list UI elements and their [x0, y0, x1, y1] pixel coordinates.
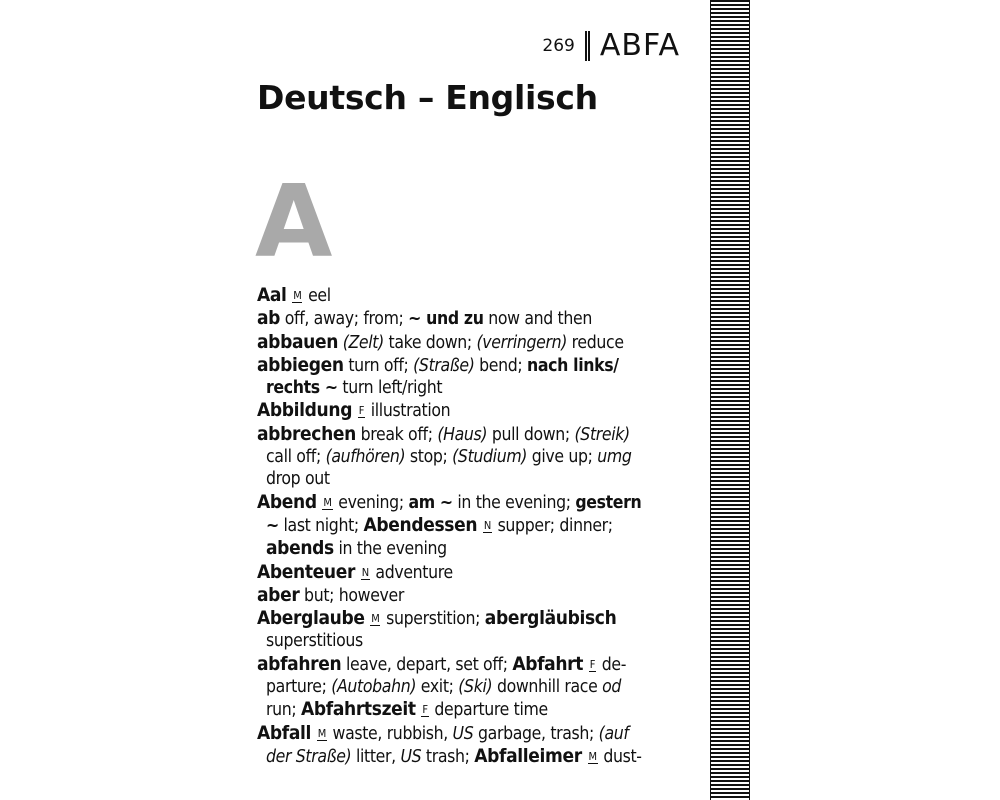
translation: superstition;	[381, 609, 485, 630]
entry-line	[257, 468, 685, 490]
gender-marker: F	[358, 404, 365, 418]
headword: Abfahrt	[512, 652, 584, 675]
phrase: ~ und zu	[408, 309, 484, 330]
translation: supper; dinner;	[492, 515, 613, 536]
translation: exit;	[416, 677, 459, 698]
translation: give up;	[527, 447, 598, 468]
translation: take down;	[383, 332, 477, 353]
headword: abbrechen	[257, 422, 356, 445]
translation: stop;	[405, 447, 453, 468]
context-note: (Ski)	[458, 677, 493, 698]
translation: eel	[303, 286, 331, 306]
entry-line	[257, 698, 685, 721]
gender-marker: M	[317, 726, 326, 740]
translation: bend;	[474, 355, 528, 376]
phrase: ~	[266, 515, 279, 536]
register-note: od	[602, 677, 622, 698]
headword: aber	[257, 583, 300, 606]
context-note: (Straße)	[413, 355, 475, 376]
translation: now and then	[483, 309, 592, 330]
headword: abergläubisch	[484, 607, 617, 630]
translation: departure time	[429, 700, 548, 721]
context-note: (verringern)	[476, 332, 568, 353]
headword: Aal	[257, 284, 287, 306]
translation: dust-	[598, 746, 642, 767]
entry-line	[257, 377, 685, 399]
entry-line	[257, 561, 685, 584]
page-edge-barcode	[710, 0, 750, 800]
context-note: (Autobahn)	[331, 677, 417, 698]
dictionary-entries	[257, 284, 685, 768]
headword: Abfall	[257, 721, 312, 744]
translation: waste, rubbish,	[327, 723, 453, 744]
entry-line	[257, 307, 685, 330]
entry-line	[257, 584, 685, 607]
gender-marker: F	[589, 657, 596, 671]
translation: in the evening	[333, 539, 447, 560]
entry-line	[257, 676, 685, 698]
translation: pull down;	[487, 424, 575, 445]
translation: reduce	[567, 332, 624, 353]
phrase: gestern	[575, 492, 642, 513]
guide-word: ABFA	[599, 28, 680, 63]
entry-line	[257, 423, 685, 446]
translation: de-	[597, 654, 627, 675]
entry-line	[257, 284, 685, 307]
entry-line	[257, 446, 685, 468]
context-note: (Haus)	[437, 424, 488, 445]
running-header	[542, 28, 680, 63]
entry-line	[257, 399, 685, 422]
headword: Abend	[257, 490, 317, 513]
headword: ab	[257, 307, 281, 330]
translation: trash;	[421, 746, 475, 767]
context-note: (aufhören)	[325, 447, 406, 468]
phrase: am ~	[408, 492, 453, 513]
translation: run;	[266, 700, 301, 721]
translation: downhill race	[492, 677, 603, 698]
headword: abbiegen	[257, 353, 344, 376]
page-title: Deutsch – Englisch	[257, 78, 598, 117]
header-separator	[585, 31, 590, 61]
gender-marker: N	[361, 565, 369, 579]
headword: Abenteuer	[257, 560, 356, 583]
headword: abends	[266, 537, 334, 560]
translation: turn left/right	[337, 378, 443, 399]
phrase: nach links/	[527, 355, 619, 376]
headword: Aberglaube	[257, 607, 365, 630]
translation: parture;	[266, 677, 332, 698]
context-note: (Streik)	[574, 424, 630, 445]
entry-line	[257, 653, 685, 676]
headword: Abfalleimer	[474, 744, 582, 767]
register-note: umg	[597, 447, 632, 468]
translation: evening;	[333, 492, 409, 513]
gender-marker: M	[371, 612, 380, 626]
translation: break off;	[355, 424, 438, 445]
gender-marker: N	[483, 518, 491, 532]
translation: turn off;	[343, 355, 414, 376]
entry-line	[257, 745, 685, 768]
headword: Abfahrtszeit	[301, 698, 416, 721]
translation: garbage, trash;	[473, 723, 599, 744]
gender-marker: F	[422, 703, 428, 717]
translation: litter,	[351, 746, 401, 767]
translation: drop out	[266, 469, 330, 490]
context-note: US	[452, 723, 474, 744]
translation: superstitious	[266, 631, 363, 652]
context-note: (auf	[598, 723, 629, 744]
headword: abbauen	[257, 330, 339, 353]
translation: off, away; from;	[280, 309, 409, 330]
context-note: der Straße)	[266, 746, 352, 767]
translation: leave, depart, set off;	[341, 654, 513, 675]
entry-line	[257, 630, 685, 652]
entry-line	[257, 354, 685, 377]
translation: call off;	[266, 447, 326, 468]
gender-marker: M	[323, 495, 332, 509]
headword: Abbildung	[257, 399, 353, 422]
entry-line	[257, 331, 685, 354]
entry-line	[257, 537, 685, 560]
phrase: rechts ~	[266, 378, 338, 399]
translation: but; however	[299, 585, 404, 606]
entry-line	[257, 491, 685, 514]
gender-marker: M	[293, 289, 302, 302]
context-note: US	[400, 746, 422, 767]
translation: in the evening;	[452, 492, 576, 513]
headword: abfahren	[257, 652, 342, 675]
entry-line	[257, 514, 685, 537]
headword: Abendessen	[363, 513, 478, 536]
entry-line	[257, 607, 685, 630]
translation: illustration	[366, 401, 451, 422]
section-letter: A	[255, 163, 333, 280]
context-note: (Zelt)	[342, 332, 384, 353]
translation: adventure	[370, 562, 453, 583]
entry-line	[257, 722, 685, 745]
gender-marker: M	[588, 749, 597, 763]
translation: last night;	[278, 515, 364, 536]
page-number: 269	[542, 35, 575, 56]
context-note: (Studium)	[452, 447, 528, 468]
